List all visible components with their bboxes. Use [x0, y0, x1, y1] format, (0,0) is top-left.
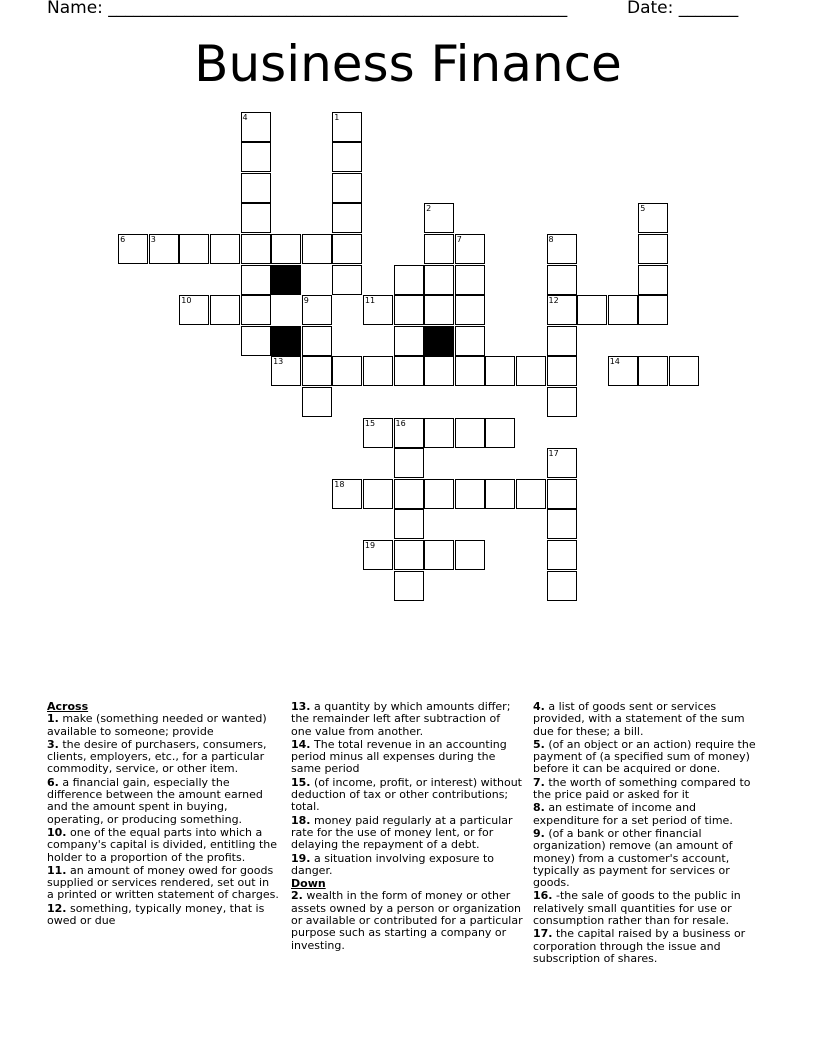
clue-number: 16.	[533, 889, 553, 903]
clue-item	[533, 777, 765, 802]
grid-cell[interactable]	[179, 234, 209, 264]
clue-number: 6.	[47, 775, 59, 789]
grid-cell[interactable]	[424, 356, 454, 386]
grid-cell[interactable]	[547, 265, 577, 295]
grid-cell[interactable]	[332, 234, 362, 264]
grid-cell[interactable]	[332, 142, 362, 172]
grid-cell[interactable]	[455, 356, 485, 386]
across-heading: Across	[47, 700, 89, 713]
grid-cell[interactable]	[485, 356, 515, 386]
grid-cell[interactable]	[638, 203, 668, 233]
grid-cell[interactable]	[241, 295, 271, 325]
page-title: Business Finance	[194, 35, 622, 93]
clue-text: a quantity by which amounts differ; the remainder left after subtraction of one value from another.	[291, 700, 511, 738]
clue-item	[533, 828, 765, 889]
grid-cell[interactable]	[547, 479, 577, 509]
grid-cell[interactable]	[485, 418, 515, 448]
grid-cell[interactable]	[547, 448, 577, 478]
grid-cell[interactable]	[547, 326, 577, 356]
clue-number: 18.	[291, 813, 311, 827]
grid-cell[interactable]	[363, 479, 393, 509]
clue-number: 12	[548, 296, 559, 306]
grid-cell[interactable]	[394, 540, 424, 570]
clue-number: 5.	[533, 737, 545, 751]
clue-number: 9	[303, 296, 309, 306]
clue-item	[533, 701, 765, 738]
clue-text: an amount of money owed for goods supplied or services rendered, set out in a printed or written statement of charges.	[47, 863, 279, 902]
clue-item	[291, 890, 523, 951]
grid-cell[interactable]	[363, 418, 393, 448]
clue-number: 3.	[47, 737, 59, 751]
grid-cell[interactable]	[547, 387, 577, 417]
down-heading: Down	[291, 877, 326, 891]
clue-number: 13	[273, 357, 284, 367]
grid-cell[interactable]	[241, 203, 271, 233]
clue-number: 9.	[533, 826, 545, 840]
grid-cell[interactable]	[332, 112, 362, 142]
clue-number: 18	[334, 479, 345, 489]
grid-cell[interactable]	[241, 173, 271, 203]
clues-column-3	[533, 701, 765, 966]
black-square	[271, 265, 301, 295]
grid-cell[interactable]	[638, 356, 668, 386]
clue-text: wealth in the form of money or other assets owned by a person or organization or available or contributed for a particular purpose such as starting a company or investing.	[291, 889, 523, 952]
grid-cell[interactable]	[394, 479, 424, 509]
grid-cell[interactable]	[424, 203, 454, 233]
clue-item	[291, 739, 523, 776]
clue-number: 3	[150, 235, 156, 244]
grid-cell[interactable]	[394, 571, 424, 601]
clue-number: 2	[426, 204, 432, 214]
clue-text: the worth of something compared to the price paid or asked for it	[533, 775, 751, 802]
clue-number: 11.	[47, 863, 67, 877]
grid-cell[interactable]	[424, 540, 454, 570]
clue-number: 16	[395, 418, 406, 428]
clue-text: (of an object or an action) require the payment of (a specified sum of money) before it can be acquired or done.	[533, 737, 756, 776]
clue-text: make (something needed or wanted) available to someone; provide	[47, 712, 267, 738]
clue-item	[47, 865, 279, 902]
grid-cell[interactable]	[455, 418, 485, 448]
grid-cell[interactable]	[485, 479, 515, 509]
clue-item	[533, 928, 765, 965]
clue-number: 14	[609, 357, 620, 367]
grid-cell[interactable]	[394, 448, 424, 478]
clues-column-2	[291, 701, 523, 953]
grid-cell[interactable]	[547, 571, 577, 601]
grid-cell[interactable]	[516, 356, 546, 386]
clue-item	[533, 802, 765, 827]
grid-cell[interactable]	[455, 295, 485, 325]
clue-item	[47, 777, 279, 826]
clue-number: 17.	[533, 927, 553, 941]
grid-cell[interactable]	[547, 540, 577, 570]
grid-cell[interactable]	[332, 356, 362, 386]
grid-cell[interactable]	[302, 326, 332, 356]
grid-cell[interactable]	[424, 418, 454, 448]
grid-cell[interactable]	[241, 326, 271, 356]
grid-cell[interactable]	[424, 265, 454, 295]
grid-cell[interactable]	[424, 295, 454, 325]
grid-cell[interactable]	[302, 295, 332, 325]
clue-number: 8.	[533, 801, 545, 815]
grid-cell[interactable]	[394, 356, 424, 386]
grid-cell[interactable]	[363, 540, 393, 570]
grid-cell[interactable]	[547, 295, 577, 325]
grid-cell[interactable]	[424, 234, 454, 264]
grid-cell[interactable]	[455, 540, 485, 570]
black-square	[271, 326, 301, 356]
grid-cell[interactable]	[241, 112, 271, 142]
grid-cell[interactable]	[577, 295, 607, 325]
grid-cell[interactable]	[669, 356, 699, 386]
grid-cell[interactable]	[608, 295, 638, 325]
grid-cell[interactable]	[547, 356, 577, 386]
grid-cell[interactable]	[516, 479, 546, 509]
grid-cell[interactable]	[179, 295, 209, 325]
clue-number: 19	[364, 541, 376, 550]
grid-cell[interactable]	[394, 509, 424, 539]
clue-item	[291, 701, 523, 738]
clue-text: something, typically money, that is owed or due	[47, 901, 265, 928]
clue-number: 2.	[291, 889, 303, 903]
down-clue-list	[291, 890, 523, 951]
clue-number: 10	[181, 296, 192, 306]
grid-cell[interactable]	[638, 234, 668, 264]
grid-cell[interactable]	[302, 387, 332, 417]
grid-cell[interactable]	[638, 265, 668, 295]
grid-cell[interactable]	[241, 234, 271, 264]
clue-number: 1.	[47, 712, 59, 726]
black-square	[424, 326, 454, 356]
across-clue-list	[47, 713, 279, 927]
clue-number: 4.	[533, 700, 545, 713]
clue-item	[533, 890, 765, 927]
grid-cell[interactable]	[394, 418, 424, 448]
clue-text: the capital raised by a business or corporation through the issue and subscription of shares.	[533, 927, 746, 965]
clue-text: an estimate of income and expenditure for a set period of time.	[533, 801, 733, 827]
grid-cell[interactable]	[363, 356, 393, 386]
grid-cell[interactable]	[394, 265, 424, 295]
clue-number: 8	[548, 235, 554, 244]
grid-cell[interactable]	[394, 295, 424, 325]
grid-cell[interactable]	[363, 295, 393, 325]
clue-text: a list of goods sent or services provided, with a statement of the sum due for these; a bill.	[533, 700, 745, 738]
grid-cell[interactable]	[210, 295, 240, 325]
grid-cell[interactable]	[394, 326, 424, 356]
grid-cell[interactable]	[424, 479, 454, 509]
grid-cell[interactable]	[241, 142, 271, 172]
grid-cell[interactable]	[608, 356, 638, 386]
clue-number: 17	[548, 449, 559, 459]
grid-cell[interactable]	[455, 265, 485, 295]
clue-number: 7.	[533, 775, 545, 789]
grid-cell[interactable]	[210, 234, 240, 264]
clue-text: (of income, profit, or interest) without deduction of tax or other contributions; total.	[291, 775, 522, 814]
down-clue-list-continued	[533, 701, 765, 965]
clue-item	[291, 777, 523, 814]
date-field[interactable]: Date: _______	[627, 0, 739, 18]
grid-cell[interactable]	[302, 234, 332, 264]
clue-number: 13.	[291, 700, 311, 713]
grid-cell[interactable]	[149, 234, 179, 264]
clue-item	[47, 827, 279, 864]
grid-cell[interactable]	[332, 173, 362, 203]
clues-column-1	[47, 701, 279, 928]
grid-cell[interactable]	[332, 203, 362, 233]
clue-number: 19.	[291, 851, 311, 865]
across-clue-list-continued	[291, 701, 523, 877]
clue-item	[533, 739, 765, 776]
clue-number: 11	[364, 296, 376, 306]
name-field[interactable]: Name: ______________________________________________________	[47, 0, 568, 18]
clue-text: one of the equal parts into which a company's capital is divided, entitling the holder to a proportion of the profits.	[47, 825, 278, 864]
clue-item	[291, 815, 523, 852]
clue-number: 15	[364, 418, 376, 428]
clue-text: the desire of purchasers, consumers, clients, employers, etc., for a particular commodity, service, or other item.	[47, 737, 267, 776]
clue-text: a financial gain, especially the difference between the amount earned and the amount spent in buying, operating, or producing something.	[47, 775, 263, 826]
clue-text: a situation involving exposure to danger.	[291, 851, 495, 877]
grid-cell[interactable]	[547, 509, 577, 539]
clue-number: 12.	[47, 901, 67, 915]
grid-cell[interactable]	[271, 356, 301, 386]
grid-cell[interactable]	[455, 234, 485, 264]
clue-item	[47, 713, 279, 738]
grid-cell[interactable]	[455, 326, 485, 356]
clue-item	[47, 739, 279, 776]
clue-text: money paid regularly at a particular rate for the use of money lent, or for delaying the repayment of a debt.	[291, 813, 513, 852]
clue-number: 7	[456, 235, 462, 244]
grid-cell[interactable]	[547, 234, 577, 264]
clue-number: 10.	[47, 825, 67, 839]
clue-text: -the sale of goods to the public in relatively small quantities for use or consumption rather than for resale.	[533, 889, 741, 928]
grid-cell[interactable]	[638, 295, 668, 325]
clue-number: 5	[640, 204, 646, 214]
grid-cell[interactable]	[332, 479, 362, 509]
clue-number: 1	[334, 112, 340, 122]
grid-cell[interactable]	[332, 265, 362, 295]
grid-cell[interactable]	[302, 356, 332, 386]
clue-text: (of a bank or other financial organization) remove (an amount of money) from a customer's account, typically as payment for services or goods.	[533, 826, 733, 890]
clue-number: 6	[120, 235, 126, 244]
grid-cell[interactable]	[118, 234, 148, 264]
clue-item	[291, 853, 523, 878]
clue-number: 15.	[291, 775, 311, 789]
clue-text: The total revenue in an accounting period minus all expenses during the same period	[291, 737, 507, 776]
grid-cell[interactable]	[271, 234, 301, 264]
clue-item	[47, 903, 279, 928]
grid-cell[interactable]	[455, 479, 485, 509]
clue-number: 14.	[291, 737, 311, 751]
clue-number: 4	[242, 112, 248, 122]
grid-cell[interactable]	[241, 265, 271, 295]
